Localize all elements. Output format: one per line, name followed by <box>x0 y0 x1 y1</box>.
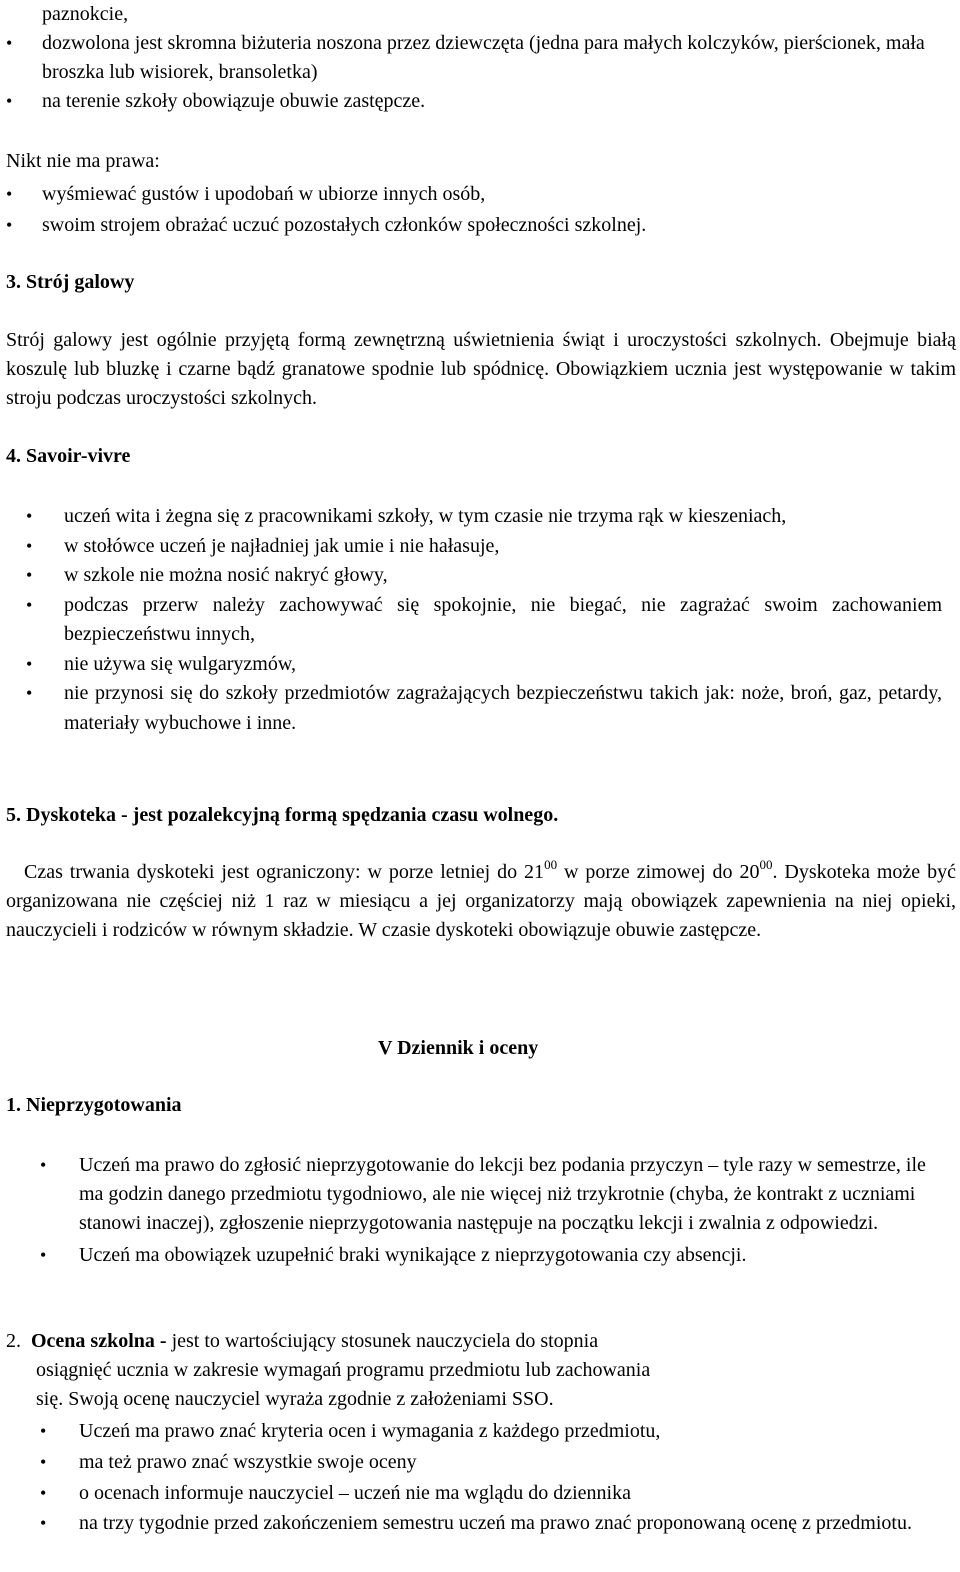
nobody-heading: Nikt nie ma prawa: <box>6 150 160 172</box>
bullet-icon: • <box>40 1452 47 1472</box>
bullet-icon: • <box>26 653 33 674</box>
list-item: • swoim strojem obrażać uczuć pozostałych członków społeczności szkolnej. <box>6 211 956 240</box>
chapter-title: V Dziennik i oceny <box>378 1037 539 1059</box>
nobody-list <box>6 180 956 240</box>
sub-1-heading: 1. Nieprzygotowania <box>6 1094 182 1116</box>
list-item: • podczas przerw należy zachowywać się spokojnie, nie biegać, nie zagrażać swoim zachowaniem bezpieczeństwu innych, <box>6 591 942 650</box>
bullet-icon: • <box>40 1245 47 1265</box>
bullet-icon: • <box>6 33 13 53</box>
rules-list <box>6 29 956 116</box>
list-item: • w szkole nie można nosić nakryć głowy, <box>6 561 942 591</box>
list-item: • Uczeń ma prawo do zgłosić nieprzygotowanie do lekcji bez podania przyczyn – tyle razy w semestrze, ile ma godzin danego przedmiotu tygodniowo, ale nie więcej niż trzykrotnie (chyba, że kontrakt z uczniami stanowi inaczej), zgłoszenie nieprzygotowania następuje na początku lekcji i zwalnia z odpowiedzi. <box>6 1151 932 1238</box>
list-item: • uczeń wita i żegna się z pracownikami szkoły, w tym czasie nie trzyma rąk w kieszeniach, <box>6 502 942 532</box>
list-item: • dozwolona jest skromna biżuteria noszona przez dziewczęta (jedna para małych kolczyków, pierścionek, mała broszka lub wisiorek, bransoletka) <box>6 29 956 87</box>
list-item: • nie używa się wulgaryzmów, <box>6 650 942 680</box>
savoir-vivre-list <box>6 502 942 738</box>
section-5-heading: 5. Dyskoteka - jest pozalekcyjną formą spędzania czasu wolnego. <box>6 804 559 826</box>
list-item: • na terenie szkoły obowiązuje obuwie zastępcze. <box>6 87 956 116</box>
bullet-icon: • <box>26 535 33 556</box>
list-item: • o ocenach informuje nauczyciel – uczeń nie ma wglądu do dziennika <box>6 1478 932 1509</box>
section-5-body: Czas trwania dyskoteki jest ograniczony: w porze letniej do $21^{00}$ w porze zimowej do $20^{00}$. Dyskoteka może być organizowana nie częściej niż 1 raz w miesiącu a jej organizatorzy mają obowiązek zapewnienia na niej opieki, nauczycieli i rodziców w równym składzie. W czasie dyskoteki obowiązuje obuwie zastępcze. <box>6 857 956 941</box>
section-3-heading: 3. Strój galowy <box>6 271 135 293</box>
bullet-icon: • <box>40 1421 47 1441</box>
sub-2-paragraph: 2. Ocena szkolna - jest to wartościujący stosunek nauczyciela do stopnia osiągnięć ucznia w zakresie wymagań programu przedmiotu lub zachowania się. Swoją ocenę nauczyciel wyraża zgodnie z założeniami SSO. <box>6 1330 651 1410</box>
sub-2-term: Ocena szkolna - <box>31 1330 172 1352</box>
list-item: • w stołówce uczeń je najładniej jak umie i nie hałasuje, <box>6 532 942 562</box>
bullet-icon: • <box>26 683 33 703</box>
bullet-icon: • <box>26 594 33 615</box>
bullet-icon: • <box>40 1513 47 1533</box>
section-3-body: Strój galowy jest ogólnie przyjętą formą zewnętrzną uświetnienia świąt i uroczystości szkolnych. Obejmuje białą koszulę lub bluzkę i czarne bądź granatowe spodnie lub spódnicę. Obowiązkiem ucznia jest występowanie w takim stroju podczas uroczystości szkolnych. <box>6 329 956 409</box>
list-item: • wyśmiewać gustów i upodobań w ubiorze innych osób, <box>6 180 956 209</box>
list-item: • ma też prawo znać wszystkie swoje oceny <box>6 1447 932 1478</box>
unpreparedness-list <box>6 1151 932 1270</box>
top-fragment: paznokcie, <box>42 3 129 25</box>
bullet-icon: • <box>26 565 33 585</box>
bullet-icon: • <box>26 506 33 526</box>
bullet-icon: • <box>6 215 13 235</box>
list-item: • na trzy tygodnie przed zakończeniem semestru uczeń ma prawo znać proponowaną ocenę z przedmiotu. <box>6 1509 932 1538</box>
section-4-heading: 4. Savoir-vivre <box>6 445 131 467</box>
bullet-icon: • <box>6 91 13 111</box>
grades-list <box>6 1416 932 1538</box>
bullet-icon: • <box>40 1155 47 1175</box>
list-item: • Uczeń ma obowiązek uzupełnić braki wynikające z nieprzygotowania czy absencji. <box>6 1241 932 1270</box>
bullet-icon: • <box>6 184 13 204</box>
list-item: • Uczeń ma prawo znać kryteria ocen i wymagania z każdego przedmiotu, <box>6 1416 932 1447</box>
bullet-icon: • <box>40 1483 47 1503</box>
list-item: • nie przynosi się do szkoły przedmiotów zagrażających bezpieczeństwu takich jak: noże, broń, gaz, petardy, materiały wybuchowe i inne. <box>6 679 942 738</box>
